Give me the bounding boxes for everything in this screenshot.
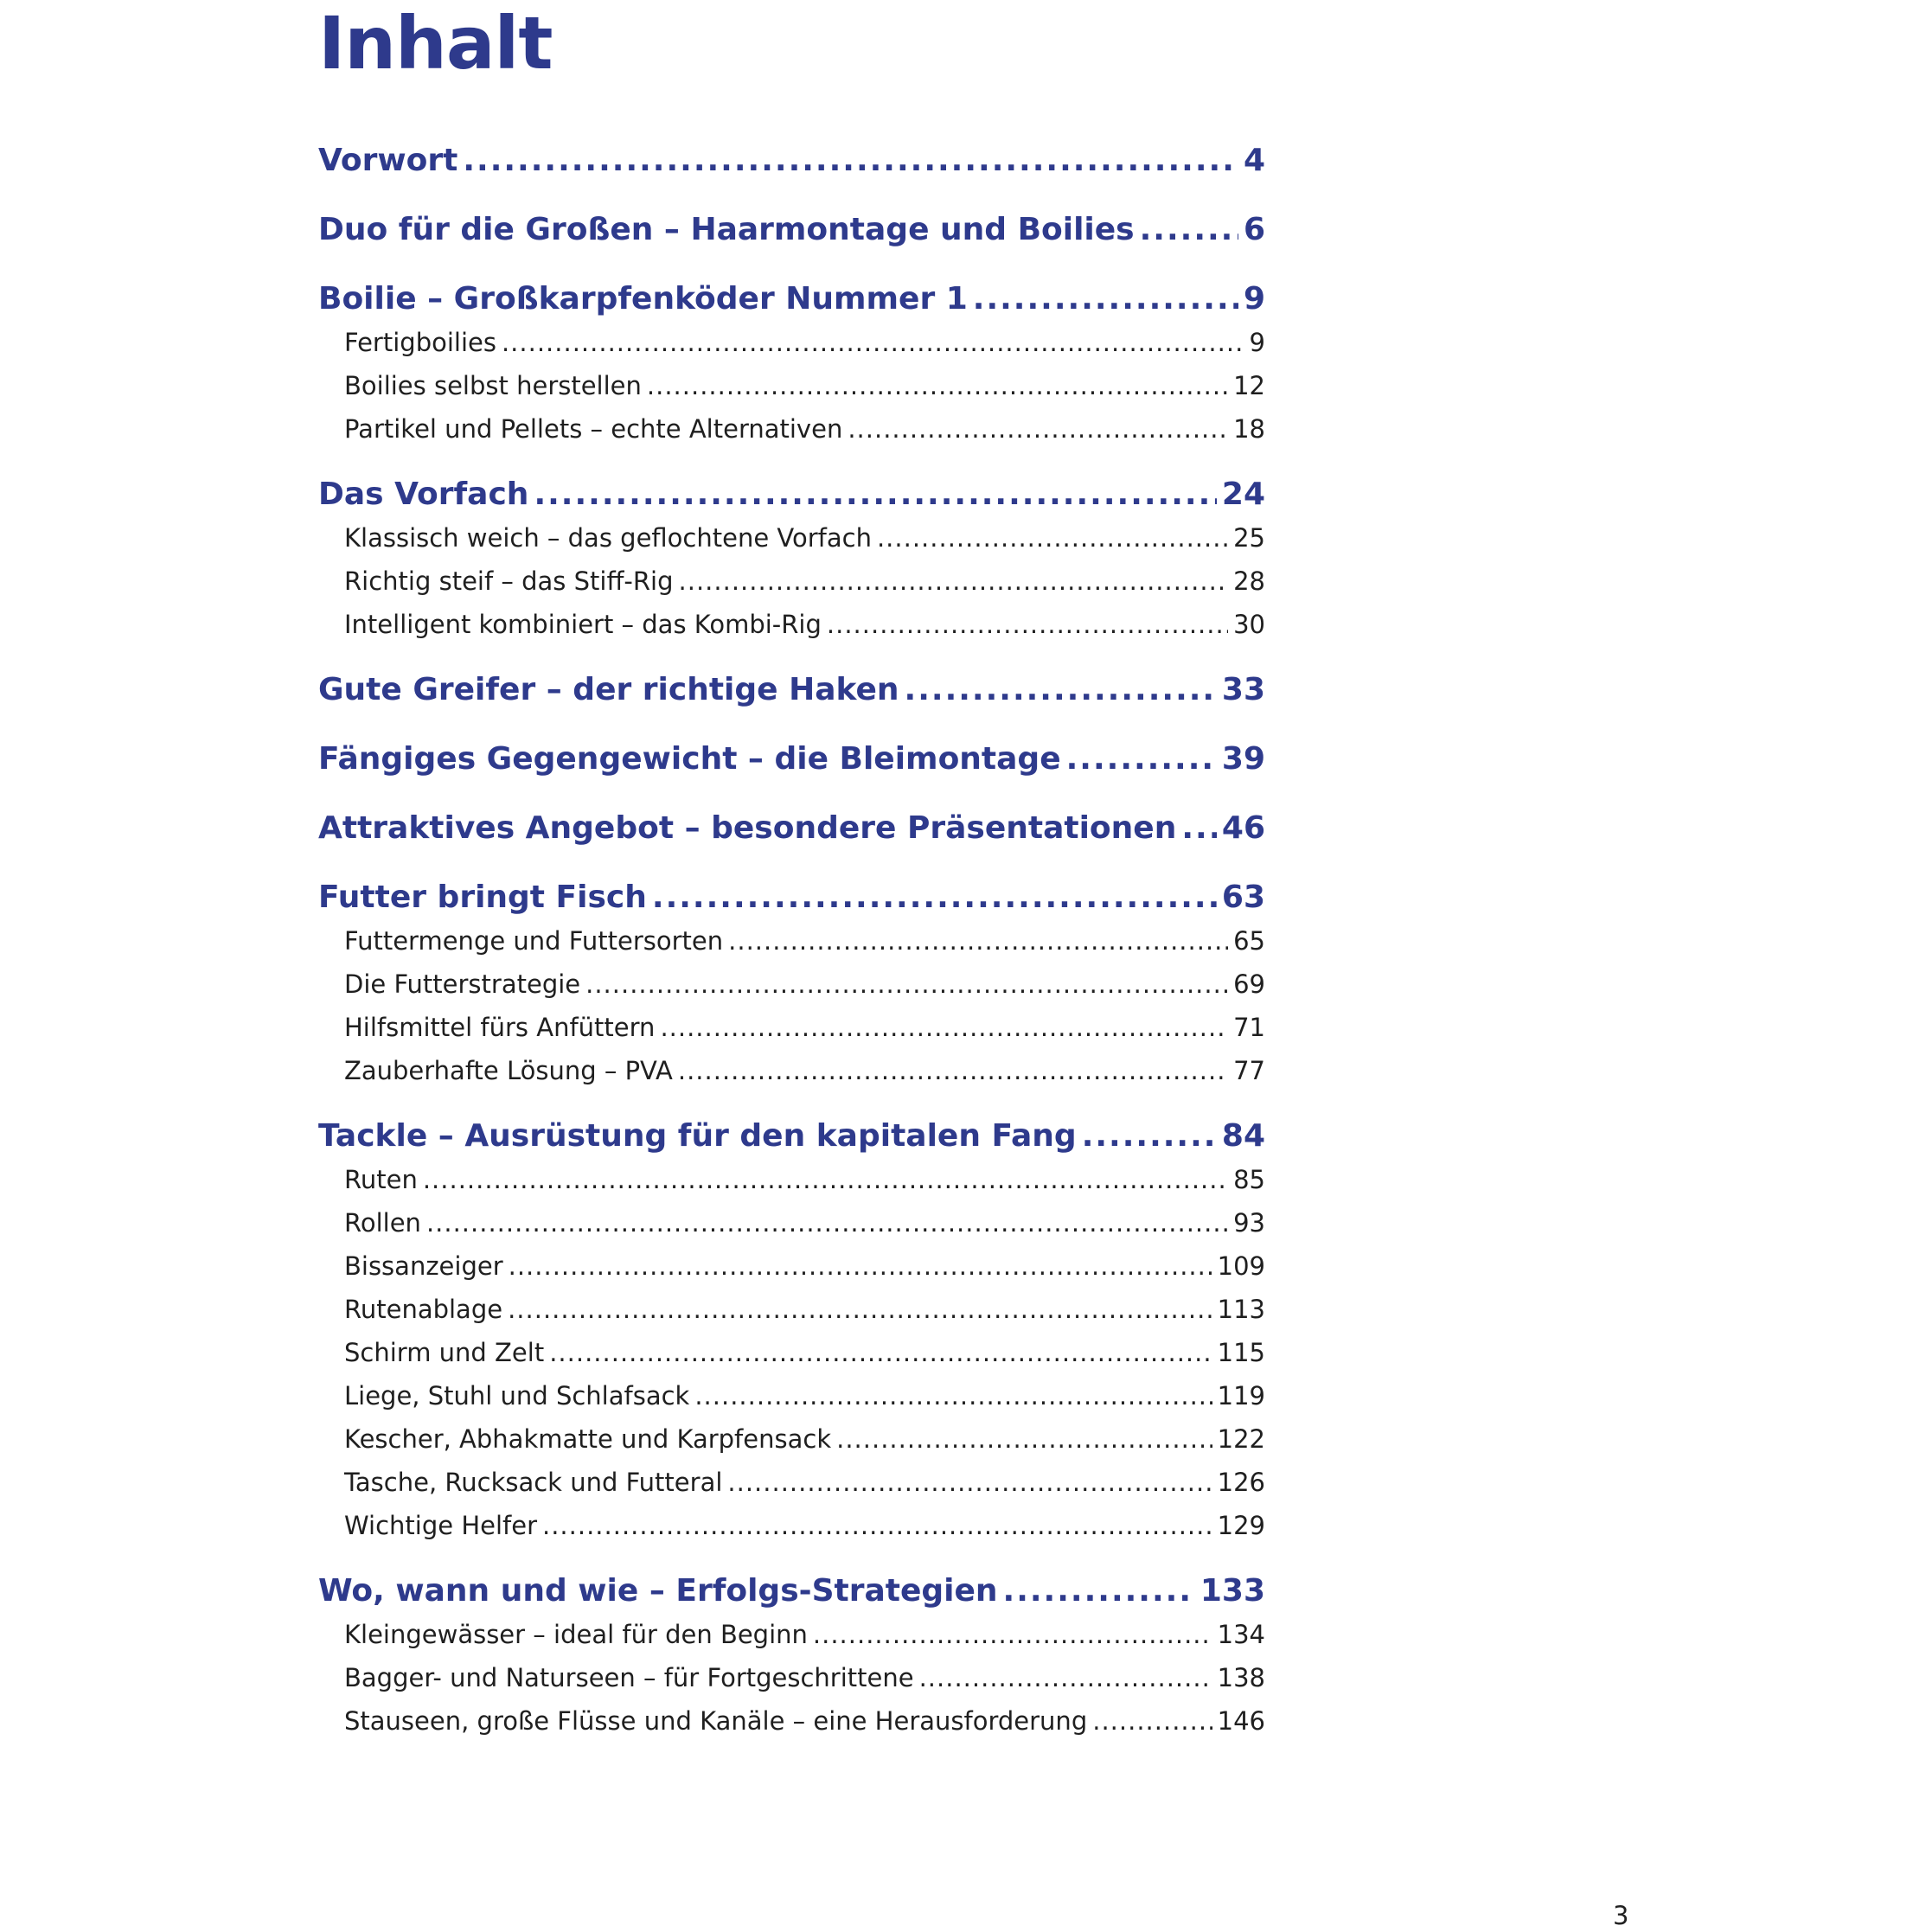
toc-chapter-title: Gute Greifer – der richtige Haken bbox=[318, 672, 899, 707]
toc-subentry-title: Kescher, Abhakmatte und Karpfensack bbox=[344, 1424, 832, 1454]
toc-subentry-page: 65 bbox=[1233, 926, 1265, 956]
toc-chapter-entry bbox=[318, 211, 1265, 249]
toc-subentry-title: Wichtige Helfer bbox=[344, 1511, 537, 1540]
toc-subentry-page: 134 bbox=[1217, 1620, 1265, 1649]
toc-subentry-page: 85 bbox=[1233, 1165, 1265, 1194]
toc-chapter-entry bbox=[318, 280, 1265, 318]
toc-chapter-title: Attraktives Angebot – besondere Präsentationen bbox=[318, 810, 1177, 846]
toc-subentry-page: 69 bbox=[1233, 969, 1265, 999]
toc-chapter-entry bbox=[318, 1572, 1265, 1610]
toc-subentry-title: Fertigboilies bbox=[344, 328, 496, 357]
toc-subentry-page: 30 bbox=[1233, 610, 1265, 639]
toc-dot-leader bbox=[728, 925, 1228, 956]
toc-dot-leader bbox=[647, 370, 1228, 401]
toc-subentry-title: Schirm und Zelt bbox=[344, 1338, 545, 1367]
toc-subentry bbox=[318, 1423, 1265, 1455]
toc-chapter-title: Das Vorfach bbox=[318, 477, 529, 512]
toc-subentry-page: 109 bbox=[1217, 1251, 1265, 1281]
toc-dot-leader bbox=[1003, 1572, 1195, 1610]
toc-chapter-title: Vorwort bbox=[318, 143, 458, 178]
toc-dot-leader bbox=[549, 1337, 1212, 1368]
toc-subentry-page: 119 bbox=[1217, 1381, 1265, 1411]
toc-chapter-entry bbox=[318, 879, 1265, 917]
toc-dot-leader bbox=[678, 1055, 1228, 1086]
toc-subentry bbox=[318, 566, 1265, 597]
toc-subentry bbox=[318, 1380, 1265, 1411]
toc-chapter-title: Fängiges Gegengewicht – die Bleimontage bbox=[318, 741, 1061, 777]
toc-subentry bbox=[318, 1467, 1265, 1498]
toc-subentry-page: 115 bbox=[1217, 1338, 1265, 1367]
toc-subentry bbox=[318, 969, 1265, 1000]
toc-dot-leader bbox=[423, 1164, 1228, 1195]
toc-subentry bbox=[318, 1510, 1265, 1541]
toc-chapter-page: 46 bbox=[1221, 810, 1265, 846]
toc-dot-leader bbox=[694, 1380, 1212, 1411]
toc-subentry bbox=[318, 1705, 1265, 1737]
toc-dot-leader bbox=[426, 1207, 1228, 1238]
toc-subentry bbox=[318, 1294, 1265, 1325]
toc-subentry-page: 129 bbox=[1217, 1511, 1265, 1540]
toc-subentry-title: Liege, Stuhl und Schlafsack bbox=[344, 1381, 690, 1411]
toc-subentry-title: Hilfsmittel fürs Anfüttern bbox=[344, 1013, 656, 1042]
toc-subentry bbox=[318, 370, 1265, 401]
toc-dot-leader bbox=[660, 1012, 1228, 1043]
toc-subentry-title: Klassisch weich – das geflochtene Vorfach bbox=[344, 523, 872, 553]
toc-chapter-title: Wo, wann und wie – Erfolgs-Strategien bbox=[318, 1573, 998, 1609]
toc-subentry-page: 18 bbox=[1233, 414, 1265, 444]
toc-chapter-page: 133 bbox=[1200, 1573, 1265, 1609]
toc-dot-leader bbox=[877, 522, 1228, 553]
toc-subentry-title: Bissanzeiger bbox=[344, 1251, 503, 1281]
toc-subentry-title: Rutenablage bbox=[344, 1295, 503, 1324]
toc-subentry-title: Kleingewässer – ideal für den Beginn bbox=[344, 1620, 808, 1649]
toc-chapter-page: 33 bbox=[1221, 672, 1265, 707]
toc-subentry bbox=[318, 1164, 1265, 1195]
toc-subentry-title: Futtermenge und Futtersorten bbox=[344, 926, 724, 956]
toc-subentry bbox=[318, 1207, 1265, 1238]
toc-chapter-title: Duo für die Großen – Haarmontage und Boilies bbox=[318, 212, 1135, 247]
toc-dot-leader bbox=[1140, 211, 1238, 249]
toc-subentry-page: 12 bbox=[1233, 371, 1265, 400]
page-title: Inhalt bbox=[318, 1, 553, 86]
toc-chapter-title: Futter bringt Fisch bbox=[318, 880, 647, 915]
toc-subentry bbox=[318, 1619, 1265, 1650]
toc-chapter-entry bbox=[318, 1117, 1265, 1155]
toc-chapter-page: 24 bbox=[1221, 477, 1265, 512]
table-of-contents bbox=[318, 138, 1265, 1737]
toc-chapter-page: 63 bbox=[1221, 880, 1265, 915]
toc-dot-leader bbox=[542, 1510, 1212, 1541]
toc-subentry-page: 138 bbox=[1217, 1663, 1265, 1692]
toc-chapter-title: Boilie – Großkarpfenköder Nummer 1 bbox=[318, 281, 968, 317]
toc-subentry-title: Partikel und Pellets – echte Alternativen bbox=[344, 414, 843, 444]
page-number: 3 bbox=[1613, 1901, 1629, 1930]
toc-dot-leader bbox=[463, 142, 1238, 180]
toc-dot-leader bbox=[1181, 809, 1217, 848]
toc-dot-leader bbox=[1092, 1705, 1212, 1737]
toc-chapter-page: 4 bbox=[1243, 143, 1265, 178]
toc-dot-leader bbox=[727, 1467, 1212, 1498]
toc-chapter-entry bbox=[318, 740, 1265, 778]
toc-subentry bbox=[318, 522, 1265, 553]
toc-subentry-page: 126 bbox=[1217, 1468, 1265, 1497]
toc-chapter-page: 6 bbox=[1243, 212, 1265, 247]
toc-dot-leader bbox=[534, 476, 1216, 514]
toc-subentry-title: Stauseen, große Flüsse und Kanäle – eine Herausforderung bbox=[344, 1706, 1088, 1736]
toc-subentry-page: 71 bbox=[1233, 1013, 1265, 1042]
toc-dot-leader bbox=[848, 413, 1228, 445]
toc-dot-leader bbox=[813, 1619, 1212, 1650]
toc-subentry-title: Rollen bbox=[344, 1208, 421, 1238]
toc-dot-leader bbox=[827, 609, 1228, 640]
toc-chapter-entry bbox=[318, 142, 1265, 180]
toc-subentry-page: 146 bbox=[1217, 1706, 1265, 1736]
toc-subentry-page: 9 bbox=[1249, 328, 1265, 357]
toc-chapter-entry bbox=[318, 476, 1265, 514]
toc-subentry bbox=[318, 1337, 1265, 1368]
toc-subentry bbox=[318, 413, 1265, 445]
toc-dot-leader bbox=[679, 566, 1229, 597]
toc-chapter-title: Tackle – Ausrüstung für den kapitalen Fang bbox=[318, 1118, 1077, 1154]
toc-subentry-title: Bagger- und Naturseen – für Fortgeschrittene bbox=[344, 1663, 914, 1692]
toc-dot-leader bbox=[508, 1294, 1212, 1325]
toc-subentry-title: Intelligent kombiniert – das Kombi-Rig bbox=[344, 610, 822, 639]
toc-subentry-title: Tasche, Rucksack und Futteral bbox=[344, 1468, 723, 1497]
toc-subentry-page: 93 bbox=[1233, 1208, 1265, 1238]
toc-subentry bbox=[318, 1012, 1265, 1043]
toc-dot-leader bbox=[836, 1423, 1212, 1455]
toc-subentry-page: 28 bbox=[1233, 566, 1265, 596]
toc-subentry-title: Boilies selbst herstellen bbox=[344, 371, 642, 400]
toc-dot-leader bbox=[905, 671, 1217, 709]
toc-subentry-title: Zauberhafte Lösung – PVA bbox=[344, 1056, 673, 1085]
toc-chapter-entry bbox=[318, 809, 1265, 848]
toc-subentry-page: 122 bbox=[1217, 1424, 1265, 1454]
toc-subentry-title: Richtig steif – das Stiff-Rig bbox=[344, 566, 674, 596]
toc-dot-leader bbox=[919, 1662, 1212, 1693]
toc-chapter-page: 39 bbox=[1221, 741, 1265, 777]
toc-subentry-page: 25 bbox=[1233, 523, 1265, 553]
toc-dot-leader bbox=[973, 280, 1238, 318]
toc-subentry-title: Ruten bbox=[344, 1165, 418, 1194]
toc-dot-leader bbox=[585, 969, 1228, 1000]
toc-subentry-page: 113 bbox=[1217, 1295, 1265, 1324]
toc-subentry bbox=[318, 925, 1265, 956]
toc-dot-leader bbox=[509, 1251, 1212, 1282]
toc-dot-leader bbox=[1082, 1117, 1217, 1155]
toc-subentry bbox=[318, 327, 1265, 358]
toc-chapter-page: 9 bbox=[1243, 281, 1265, 317]
toc-subentry bbox=[318, 609, 1265, 640]
toc-subentry-title: Die Futterstrategie bbox=[344, 969, 581, 999]
toc-chapter-entry bbox=[318, 671, 1265, 709]
toc-subentry bbox=[318, 1055, 1265, 1086]
toc-dot-leader bbox=[1066, 740, 1217, 778]
toc-subentry bbox=[318, 1251, 1265, 1282]
toc-subentry bbox=[318, 1662, 1265, 1693]
toc-subentry-page: 77 bbox=[1233, 1056, 1265, 1085]
toc-dot-leader bbox=[652, 879, 1217, 917]
toc-chapter-page: 84 bbox=[1221, 1118, 1265, 1154]
toc-dot-leader bbox=[502, 327, 1244, 358]
